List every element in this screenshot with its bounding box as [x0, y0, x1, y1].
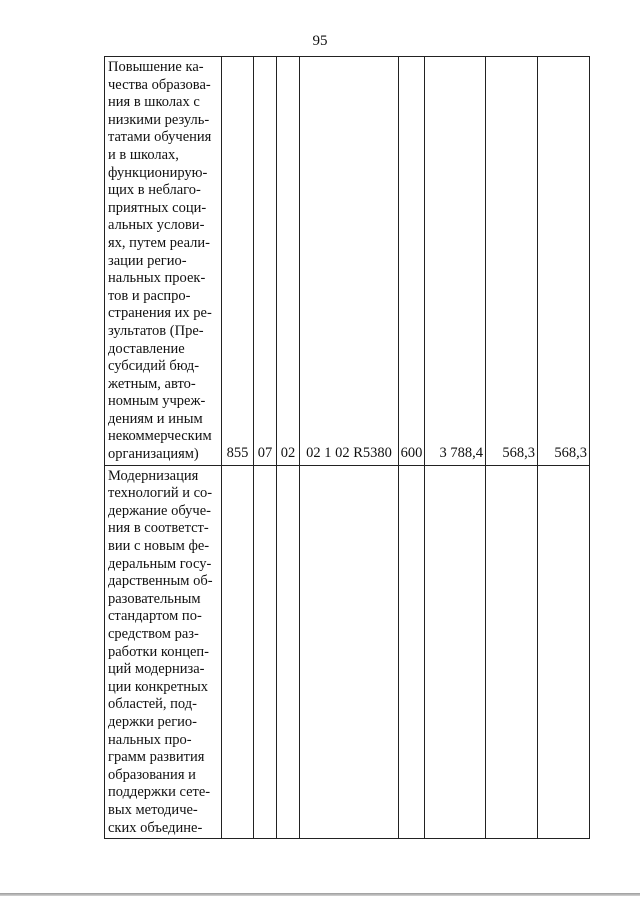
description-line: зации регио-	[108, 252, 187, 269]
expense-type-cell	[399, 465, 425, 838]
subsection-code-cell: 02	[277, 57, 300, 466]
description-line: ции конкретных	[108, 678, 209, 695]
description-line: жетным, авто-	[108, 375, 196, 392]
table-row	[105, 465, 590, 838]
description-line: образования и	[108, 766, 196, 783]
description-line: средством раз-	[108, 626, 199, 642]
description-line: ций модерниза-	[108, 661, 205, 678]
description-line: стандартом по-	[108, 608, 202, 625]
description-line: вых методиче-	[108, 801, 198, 818]
description-cell	[105, 465, 222, 838]
description-line: ях, путем реали-	[108, 234, 211, 251]
amount-2-cell: 568,3	[486, 57, 538, 466]
scan-bottom-edge	[0, 893, 640, 896]
description-line: работки концеп-	[108, 643, 209, 660]
budget-table	[104, 56, 590, 839]
amount-2-cell	[486, 465, 538, 838]
description-line: доставление	[108, 340, 185, 357]
description-line: деральным госу-	[108, 555, 212, 572]
description-line: низкими резуль-	[108, 111, 210, 128]
section-code-cell: 07	[254, 57, 277, 466]
description-line: некоммерческим	[108, 428, 212, 445]
target-article-cell: 02 1 02 R5380	[300, 57, 399, 466]
description-line: разовательным	[108, 590, 201, 607]
description-line: щих в неблаго-	[108, 182, 201, 199]
description-line: грамм развития	[108, 749, 205, 766]
description-line: функционирую-	[108, 164, 208, 181]
description-line: татами обучения	[108, 129, 212, 146]
description-line: Модернизация	[108, 467, 199, 484]
description-line: держки регио-	[108, 713, 197, 730]
description-line: субсидий бюд-	[108, 358, 200, 375]
ministry-code-cell	[222, 465, 254, 838]
description-line: альных услови-	[108, 217, 205, 234]
description-line: ния в школах с	[108, 94, 200, 111]
description-text	[108, 59, 221, 464]
description-line: тов и распро-	[108, 287, 191, 304]
ministry-code-cell: 855	[222, 57, 254, 466]
description-line: дарственным об-	[108, 573, 213, 590]
page-number: 95	[312, 33, 328, 49]
description-line: нальных проек-	[108, 270, 206, 287]
description-line: ских объедине-	[108, 819, 203, 836]
table-row	[105, 57, 590, 466]
description-line: и в школах,	[108, 146, 179, 163]
description-line: вии с новым фе-	[108, 538, 210, 555]
description-line: организациям)	[108, 446, 199, 463]
amount-3-cell	[538, 465, 590, 838]
description-line: держание обуче-	[108, 502, 211, 519]
amount-3-cell: 568,3	[538, 57, 590, 466]
subsection-code-cell	[277, 465, 300, 838]
description-line: ния в соответст-	[108, 520, 209, 537]
amount-1-cell	[425, 465, 486, 838]
description-line: дениям и иным	[108, 410, 203, 427]
description-line: поддержки сете-	[108, 784, 211, 801]
description-line: Повышение ка-	[108, 59, 204, 75]
description-line: чества образова-	[108, 76, 211, 93]
description-line: зультатов (Пре-	[108, 322, 204, 339]
description-line: странения их ре-	[108, 305, 212, 322]
target-article-cell	[300, 465, 399, 838]
description-line: нальных про-	[108, 731, 192, 748]
description-line: приятных соци-	[108, 199, 207, 216]
description-line: номным учреж-	[108, 393, 206, 410]
section-code-cell	[254, 465, 277, 838]
description-cell	[105, 57, 222, 466]
description-line: технологий и со-	[108, 485, 213, 502]
expense-type-cell: 600	[399, 57, 425, 466]
amount-1-cell: 3 788,4	[425, 57, 486, 466]
description-text	[108, 468, 221, 837]
description-line: областей, под-	[108, 696, 197, 713]
